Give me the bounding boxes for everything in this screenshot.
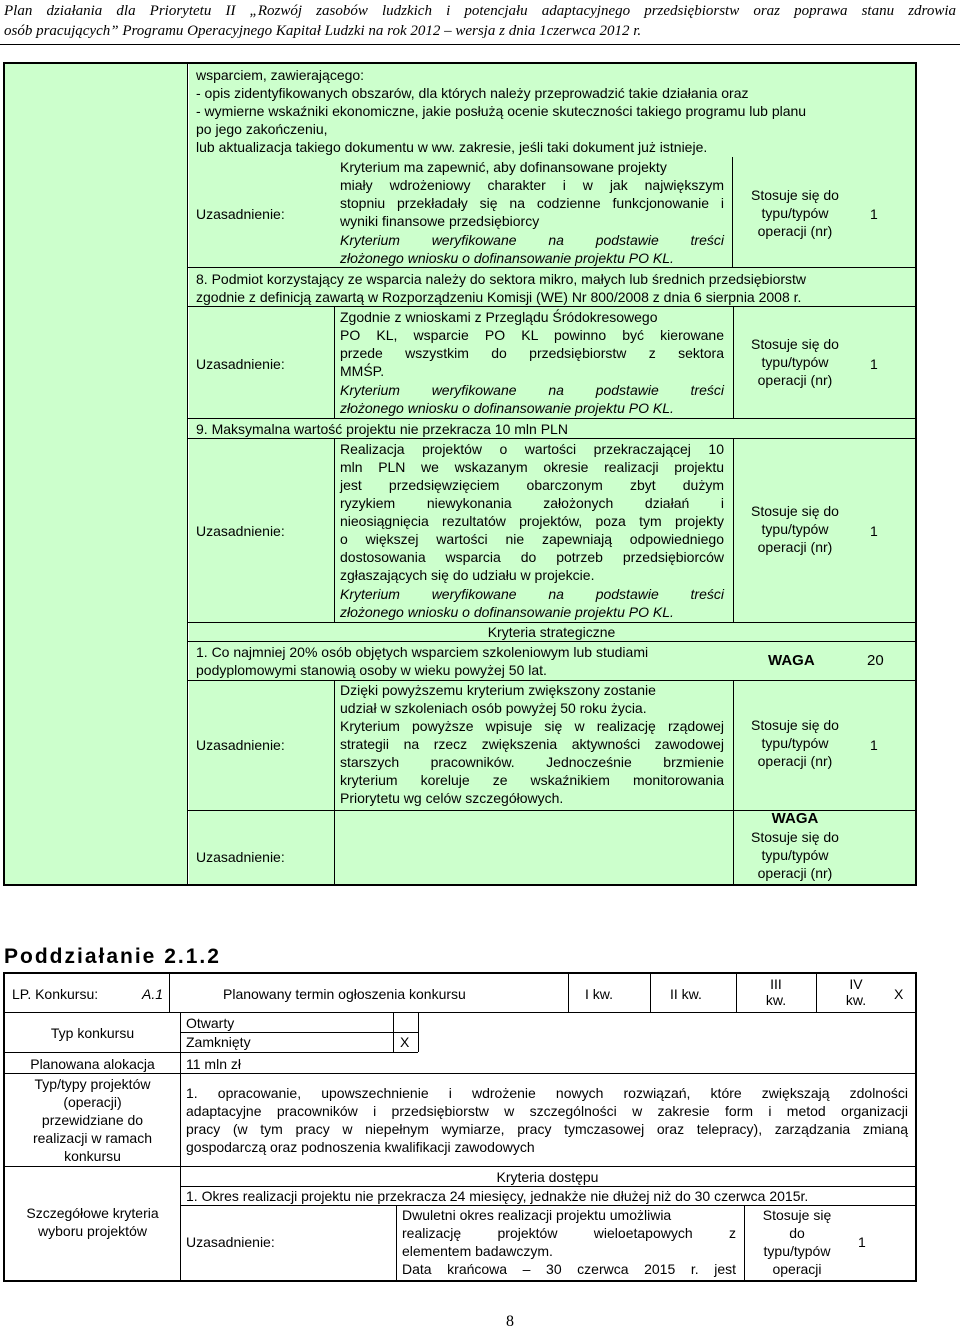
access-justification-text: realizację projektów wieloetapowych z <box>402 1225 736 1241</box>
justification-text: Dzięki powyższemu kryterium zwiększony zostanie <box>340 682 656 698</box>
quarter-3 <box>746 976 806 1008</box>
rule <box>5 1052 180 1053</box>
contest-type-open: Otwarty <box>186 1015 235 1031</box>
intro-line: po jego zakończeniu, <box>196 121 328 137</box>
weight-value: 20 <box>867 652 884 669</box>
criterion-title: podyplomowymi stanowią osoby w wieku powyżej 50 lat. <box>196 662 547 678</box>
weight-label: WAGA <box>771 810 819 827</box>
justification-text: Priorytetu wg celów szczegółowych. <box>340 790 564 806</box>
section-title: Poddziałanie 2.1.2 <box>4 945 221 968</box>
quarter-1: I kw. <box>585 986 614 1002</box>
cell-divider <box>816 974 817 1012</box>
quarter-4-line: IV <box>849 976 863 992</box>
types-label-line: przewidziane do <box>41 1112 144 1128</box>
criteria-label-line: wyboru projektów <box>38 1223 147 1239</box>
justification-text: Realizacja projektów o wartości przekraczającej 10 <box>340 441 724 457</box>
criteria-label <box>5 1204 180 1240</box>
criterion-title: 1. Co najmniej 20% osób objętych wsparciem szkoleniowym lub studiami <box>196 644 649 660</box>
criterion-title: 9. Maksymalna wartość projektu nie przekracza 10 mln PLN <box>196 421 568 437</box>
intro-line: - wymierne wskaźniki ekonomiczne, jakie posłużą ocenie skuteczności takiego programu lub planu <box>196 103 807 119</box>
project-types-label <box>5 1075 180 1165</box>
applies-line: Stosuje się do <box>751 336 839 352</box>
justification-text: stopniu przekładały się na codzienne funkcjonowanie i <box>340 195 724 211</box>
justification-text: Kryterium ma zapewnić, aby dofinansowane projekty <box>340 159 667 175</box>
access-justification-text: elementem badawczym. <box>402 1243 553 1259</box>
verification-text: złożonego wniosku o dofinansowanie projektu PO KL. <box>340 604 674 620</box>
applies-line: operacji (nr) <box>757 753 833 769</box>
applies-line: Stosuje się do <box>751 503 839 519</box>
justification-text: MMŚP. <box>340 363 385 379</box>
justification-text: wyniki finansowe przedsiębiorcy <box>340 213 540 229</box>
allocation-label: Planowana alokacja <box>30 1056 155 1072</box>
criteria-label-line: Szczegółowe kryteria <box>26 1205 159 1221</box>
justification-text: zgłaszających się do udziału w projekcie. <box>340 567 595 583</box>
allocation-value: 11 mln zł <box>186 1056 241 1072</box>
header-line-1: Plan działania dla Priorytetu II „Rozwój zasobów ludzkich i potencjału adaptacyjnego przedsiębiorstw oraz poprawa stanu zdrowia <box>4 3 956 19</box>
criterion-title: 8. Podmiot korzystający ze wsparcia należy do sektora mikro, małych lub średnich przedsiębiorstw <box>196 271 807 287</box>
applies-line: operacji (nr) <box>757 223 833 239</box>
applies-line: operacji <box>772 1261 822 1277</box>
access-type-number: 1 <box>858 1234 866 1250</box>
intro-line: wsparciem, zawierającego: <box>196 67 365 83</box>
rule <box>188 641 915 642</box>
verification-text: Kryterium weryfikowane na podstawie treści <box>340 586 724 602</box>
project-types-text: adaptacyjne pracowników i przedsiębiorstw w szczególności w zakresie form i metod organizacji <box>186 1103 908 1119</box>
justification-label: Uzasadnienie: <box>196 849 285 865</box>
applies-to <box>736 716 854 770</box>
justification-text: nieosiągnięcia rezultatów projektów, poza tym projekty <box>340 513 724 529</box>
justification-label: Uzasadnienie: <box>186 1234 275 1250</box>
contest-lp-label: LP. Konkursu: <box>12 986 99 1002</box>
cell-divider <box>736 974 737 1012</box>
verification-text: Kryterium weryfikowane na podstawie treści <box>340 382 724 398</box>
project-types-text: pracy (w tym pracy w niepełnym wymiarze, pracy tymczasowej oraz telepracy), zarządzania zmianą <box>186 1121 908 1137</box>
rule <box>5 1166 915 1167</box>
page-number: 8 <box>506 1313 514 1330</box>
applies-line: typu/typów <box>761 735 829 751</box>
quarter-4-line: kw. <box>845 992 867 1008</box>
types-label-line: konkursu <box>64 1148 121 1164</box>
applies-line: operacji (nr) <box>757 539 833 555</box>
criterion-title: zgodnie z definicją zawartą w Rozporządzeniu Komisji (WE) Nr 800/2008 z dnia 6 sierpnia 2008 r. <box>196 289 802 305</box>
applies-line: Stosuje się do <box>751 829 839 845</box>
applies-to <box>736 335 854 389</box>
quarter-mark: X <box>894 986 904 1002</box>
rule <box>188 267 915 268</box>
justification-text: Zgodnie z wnioskami z Przeglądu Śródokresowego <box>340 309 658 325</box>
justification-text: kryterium koreluje ze wskaźnikiem monitorowania <box>340 772 724 788</box>
access-justification-text: Dwuletni okres realizacji projektu umożliwia <box>402 1207 672 1223</box>
rule <box>5 1012 915 1013</box>
verification-text: złożonego wniosku o dofinansowanie projektu PO KL. <box>340 250 674 266</box>
justification-text: jest przedsięwzięciem obarczonym zbyt dużym <box>340 477 724 493</box>
type-number: 1 <box>870 737 878 753</box>
justification-text: przede wszystkim do przedsiębiorstw z sektora <box>340 345 724 361</box>
justification-text: ryzykiem niewykonania założonych działań i <box>340 495 724 511</box>
cell-divider <box>396 1205 397 1280</box>
cell-divider <box>418 1012 419 1052</box>
access-criterion-1: 1. Okres realizacji projektu nie przekracza 24 miesięcy, jednakże nie dłużej niż do 30 czerwca 2015r. <box>186 1188 809 1204</box>
project-types-text: 1. opracowanie, upowszechnienie i wdrożenie nowych rozwiązań, które zwiększają zdolności <box>186 1085 908 1101</box>
justification-text: dostosowania wsparcia do potrzeb przedsiębiorców <box>340 549 724 565</box>
type-number: 1 <box>870 206 878 222</box>
applies-line: typu/typów <box>763 1243 831 1259</box>
justification-text: Kryterium powyższe wpisuje się w realizację rządowej <box>340 718 724 734</box>
rule <box>5 1073 915 1074</box>
justification-label: Uzasadnienie: <box>196 206 285 222</box>
applies-line: typu/typów <box>761 205 829 221</box>
types-label-line: Typ/typy projektów <box>34 1076 151 1092</box>
contest-type-label: Typ konkursu <box>50 1025 135 1041</box>
types-label-line: (operacji) <box>63 1094 122 1110</box>
applies-line: operacji (nr) <box>757 372 833 388</box>
applies-to <box>736 502 854 556</box>
type-number: 1 <box>870 523 878 539</box>
justification-text: PO KL, wsparcie PO KL powinno być kierowane <box>340 327 724 343</box>
verification-text: złożonego wniosku o dofinansowanie projektu PO KL. <box>340 400 674 416</box>
applies-line: Stosuje się do <box>751 717 839 733</box>
justification-box <box>334 810 734 884</box>
intro-line: lub aktualizacja takiego dokumentu w ww. zakresie, jeśli taki dokument już istnieje. <box>196 139 708 155</box>
cell-divider <box>393 1012 394 1052</box>
applies-line: do <box>789 1225 805 1241</box>
applies-line: Stosuje się <box>762 1207 832 1223</box>
closed-mark: X <box>400 1034 410 1050</box>
justification-text: miały wdrożeniowy charakter i w jak największym <box>340 177 724 193</box>
justification-text: mln PLN we wskazanym okresie realizacji projektu <box>340 459 724 475</box>
applies-line: typu/typów <box>761 354 829 370</box>
applies-line: operacji (nr) <box>757 865 833 881</box>
weight-label: WAGA <box>768 652 815 669</box>
justification-text: o większej wartości nie zapewniają odpowiedniego <box>340 531 724 547</box>
justification-text: strategii na rzecz zwiększenia aktywności zawodowej <box>340 736 724 752</box>
types-label-line: realizacji w ramach <box>32 1130 153 1146</box>
quarter-3-line: kw. <box>765 992 787 1008</box>
applies-line: Stosuje się do <box>751 187 839 203</box>
quarter-2: II kw. <box>670 986 702 1002</box>
quarter-4 <box>826 976 886 1008</box>
applies-line: typu/typów <box>761 847 829 863</box>
applies-to <box>736 186 854 240</box>
type-number: 1 <box>870 356 878 372</box>
verification-text: Kryterium weryfikowane na podstawie treści <box>340 232 724 248</box>
left-column <box>5 64 188 884</box>
project-types-text: gospodarczą oraz podnoszenia kwalifikacji zawodowych <box>186 1139 535 1155</box>
applies-to <box>736 810 854 882</box>
rule <box>180 1052 418 1053</box>
planned-term-label: Planowany termin ogłoszenia konkursu <box>223 986 466 1002</box>
access-criteria-heading: Kryteria dostępu <box>496 1169 599 1185</box>
contest-number: A.1 <box>142 986 164 1002</box>
header-line-2: osób pracujących” Programu Operacyjnego Kapitał Ludzki na rok 2012 – wersja z dnia 1czerwca 2012 r. <box>4 23 642 39</box>
cell-divider <box>650 974 651 1012</box>
cell-divider <box>744 1205 745 1280</box>
justification-text: starszych pracowników. Jednocześnie brzmienie <box>340 754 724 770</box>
intro-line: - opis zidentyfikowanych obszarów, dla których należy przeprowadzić takie działania oraz <box>196 85 749 101</box>
page-header <box>0 0 960 45</box>
justification-label: Uzasadnienie: <box>196 523 285 539</box>
quarter-3-line: III <box>770 976 782 992</box>
justification-text: udział w szkoleniach osób powyżej 50 roku życia. <box>340 700 647 716</box>
access-justification-text: Data krańcowa – 30 czerwca 2015 r. jest <box>402 1261 736 1277</box>
rule <box>188 418 915 419</box>
strategic-heading: Kryteria strategiczne <box>487 624 616 640</box>
cell-divider <box>568 974 569 1012</box>
justification-label: Uzasadnienie: <box>196 737 285 753</box>
applies-line: typu/typów <box>761 521 829 537</box>
contest-type-closed: Zamknięty <box>186 1034 251 1050</box>
access-applies-to <box>748 1206 846 1278</box>
justification-label: Uzasadnienie: <box>196 356 285 372</box>
cell-divider <box>169 974 170 1012</box>
